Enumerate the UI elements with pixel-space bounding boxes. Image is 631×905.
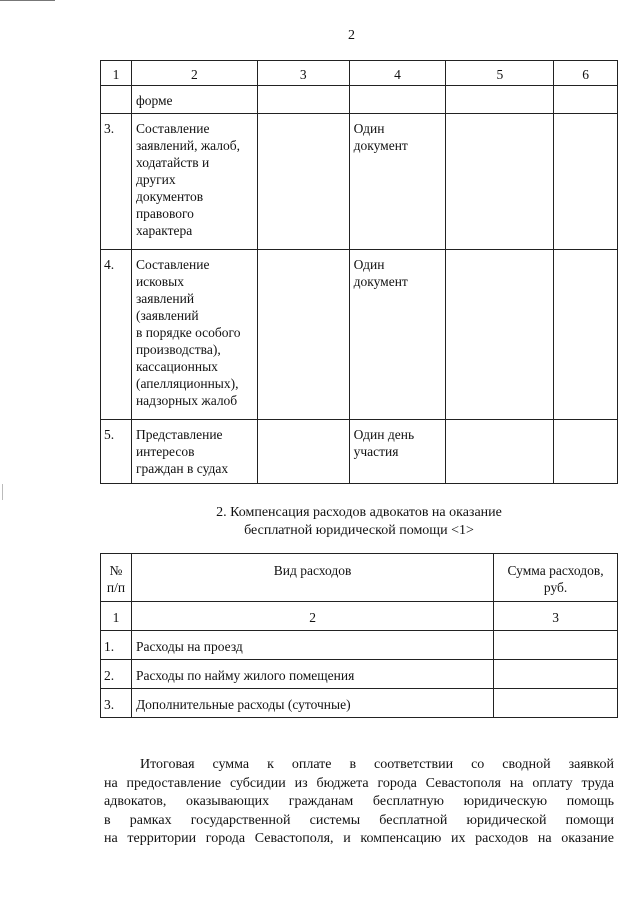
row-number [101,86,132,114]
total-paragraph [104,756,614,849]
expense-type: Дополнительные расходы (суточные) [131,689,493,718]
empty-cell [257,114,349,250]
column-number-row [101,602,618,631]
expense-sum [494,689,618,718]
header-line: п/п [106,580,126,595]
header-line: Сумма расходов, [507,563,604,578]
empty-cell [554,250,618,420]
unit-cell [349,250,446,420]
empty-cell [446,86,554,114]
payment-table-header-row [101,61,618,86]
text-line: Один день [353,427,415,442]
expenses-table [100,553,618,718]
empty-cell [446,420,554,484]
unit-cell [349,86,446,114]
num-header [101,554,132,602]
paragraph-line: в рамках государственной системы бесплатной юридической помощи [104,812,614,828]
header-cell: 2 [131,61,257,86]
expense-type: Расходы на проезд [131,631,493,660]
empty-cell [257,250,349,420]
scan-margin-mark [2,484,3,500]
empty-cell [554,420,618,484]
header-cell: 3 [257,61,349,86]
page-number: 2 [348,28,355,43]
text-line: исковых [135,274,184,289]
text-line: форме [135,93,173,108]
text-line: заявлений [135,291,195,306]
section-title-line: бесплатной юридической помощи <1> [244,523,474,538]
empty-cell [257,420,349,484]
expense-sum [494,631,618,660]
header-cell: 5 [446,61,554,86]
expense-type: Расходы по найму жилого помещения [131,660,493,689]
header-cell: 4 [349,61,446,86]
text-line: документ [353,274,408,289]
row-number: 3. [101,114,132,250]
empty-cell [257,86,349,114]
expenses-table-header-row [101,554,618,602]
paragraph-line: Итоговая сумма к оплате в соответствии со сводной заявкой [140,757,614,772]
text-line: документов [135,189,204,204]
header-line: руб. [543,580,568,595]
text-line: Один [353,121,385,136]
text-line: граждан в судах [135,461,229,476]
paragraph-line: на территории города Севастополя, и компенсацию их расходов на оказание [104,831,614,846]
column-number: 2 [131,602,493,631]
text-line: Один [353,257,385,272]
column-number: 3 [494,602,618,631]
paragraph-line: на предоставление субсидии из бюджета города Севастополя на оплату труда [104,775,614,791]
payment-table [100,60,618,484]
service-name [131,250,257,420]
top-edge-line [0,0,55,1]
column-number: 1 [101,602,132,631]
text-line: кассационных [135,359,218,374]
empty-cell [554,86,618,114]
type-header: Вид расходов [131,554,493,602]
table-row [101,86,618,114]
unit-cell [349,420,446,484]
text-line: Составление [135,257,210,272]
text-line: характера [135,223,193,238]
table-row [101,631,618,660]
text-line: ходатайств и [135,155,210,170]
sum-header [494,554,618,602]
text-line: других [135,172,176,187]
row-number: 5. [101,420,132,484]
service-name [131,114,257,250]
empty-cell [446,114,554,250]
header-line: № [109,563,123,578]
table-row [101,114,618,250]
table-row [101,420,618,484]
text-line: заявлений, жалоб, [135,138,241,153]
text-line: правового [135,206,194,221]
text-line: (апелляционных), [135,376,239,391]
service-name [131,420,257,484]
expense-sum [494,660,618,689]
table-row [101,660,618,689]
section-title-line: 2. Компенсация расходов адвокатов на оказание [216,505,502,520]
text-line: Составление [135,121,210,136]
row-number: 4. [101,250,132,420]
service-name [131,86,257,114]
empty-cell [446,250,554,420]
row-number: 2. [101,660,132,689]
text-line: производства), [135,342,221,357]
table-row [101,689,618,718]
text-line: документ [353,138,408,153]
header-cell: 1 [101,61,132,86]
empty-cell [554,114,618,250]
table-row [101,250,618,420]
unit-cell [349,114,446,250]
text-line: (заявлений [135,308,199,323]
text-line: участия [353,444,399,459]
section-title [100,504,618,540]
text-line: Представление [135,427,223,442]
paragraph-line: адвокатов, оказывающих гражданам бесплатную юридическую помощь [104,794,614,809]
text-line: интересов [135,444,195,459]
text-line: надзорных жалоб [135,393,238,408]
row-number: 1. [101,631,132,660]
header-cell: 6 [554,61,618,86]
row-number: 3. [101,689,132,718]
text-line: в порядке особого [135,325,241,340]
